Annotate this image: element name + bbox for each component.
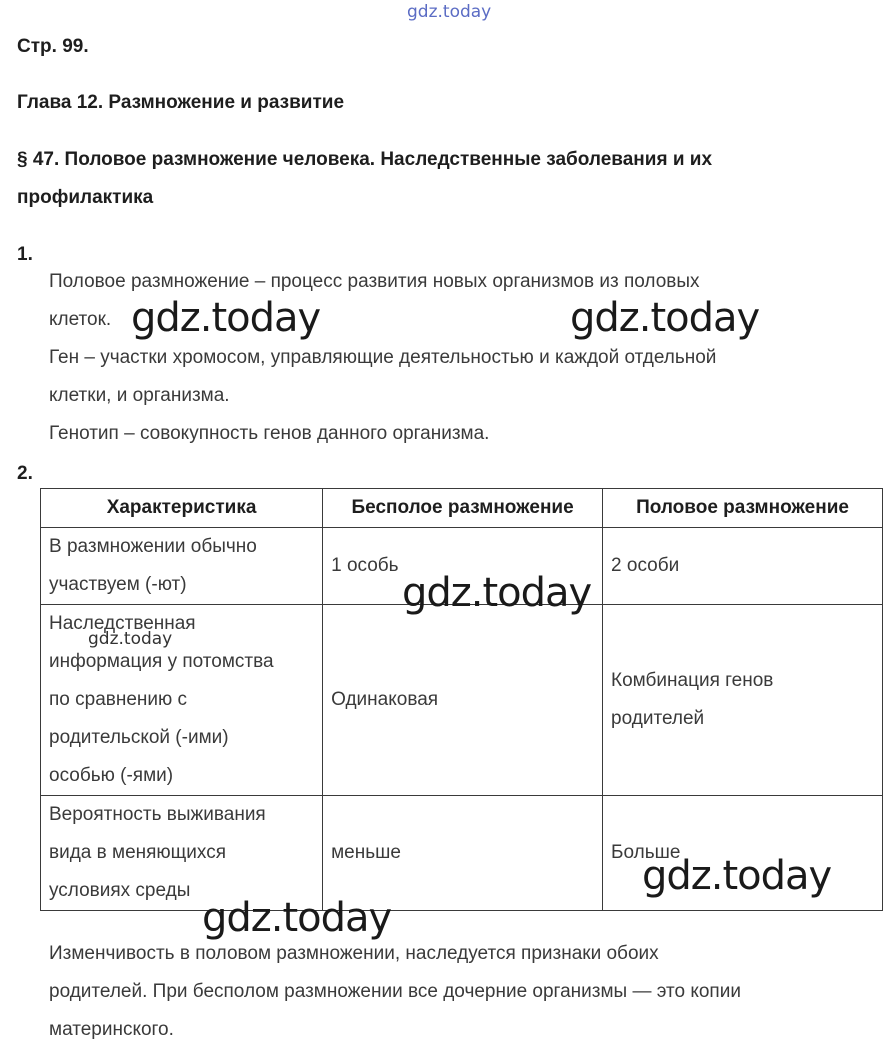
cell-line: особью (-ями) [49,765,174,786]
task1-line-2: клеток. [49,309,112,330]
cell-line: Наследственная [49,613,196,634]
task1-line-5: Генотип – совокупность генов данного организма. [49,423,490,444]
cell-sexual [603,605,883,796]
cell-line: Больше [611,842,681,863]
cell-line: родителей [611,708,705,729]
cell-line: Комбинация генов [611,670,774,691]
watermark-small: gdz.today [88,629,173,649]
comparison-table [40,488,883,911]
conclusion-line-2: родителей. При бесполом размножении все дочерние организмы — это копии [49,981,741,1002]
watermark-4: gdz.today [642,853,832,899]
watermark-top: gdz.today [407,2,492,22]
cell-line: родительской (-ими) [49,727,229,748]
task1-line-3: Ген – участки хромосом, управляющие деятельностью и каждой отдельной [49,347,717,368]
cell-characteristic [41,796,323,911]
task2-number: 2. [17,463,33,484]
header-sexual: Половое размножение [603,489,883,528]
header-asexual: Бесполое размножение [323,489,603,528]
cell-sexual [603,528,883,605]
page-reference: Стр. 99. [17,36,89,57]
cell-line: вида в меняющихся [49,842,226,863]
cell-asexual: 1 особь [323,528,603,605]
cell-characteristic [41,528,323,605]
conclusion-line-1: Изменчивость в половом размножении, наследуется признаки обоих [49,943,659,964]
task1-number: 1. [17,244,33,265]
watermark-1: gdz.today [131,295,321,341]
cell-asexual: Одинаковая [323,605,603,796]
cell-line: по сравнению с [49,689,188,710]
section-title-line1: § 47. Половое размножение человека. Наследственные заболевания и их [17,149,713,170]
cell-line: 2 особи [611,555,680,576]
table-header-row [41,489,883,528]
task1-line-1: Половое размножение – процесс развития новых организмов из половых [49,271,700,292]
cell-line: информация у потомства [49,651,274,672]
section-title-line2: профилактика [17,187,154,208]
cell-line: Вероятность выживания [49,804,266,825]
cell-characteristic [41,605,323,796]
cell-line: В размножении обычно [49,536,257,557]
watermark-2: gdz.today [570,295,760,341]
cell-asexual: меньше [323,796,603,911]
cell-line: участвуем (-ют) [49,574,187,595]
chapter-title: Глава 12. Размножение и развитие [17,92,345,113]
conclusion-line-3: материнского. [49,1019,174,1040]
watermark-5: gdz.today [202,895,392,941]
watermark-3: gdz.today [402,570,592,616]
header-characteristic: Характеристика [41,489,323,528]
cell-line: условиях среды [49,880,191,901]
task1-line-4: клетки, и организма. [49,385,230,406]
